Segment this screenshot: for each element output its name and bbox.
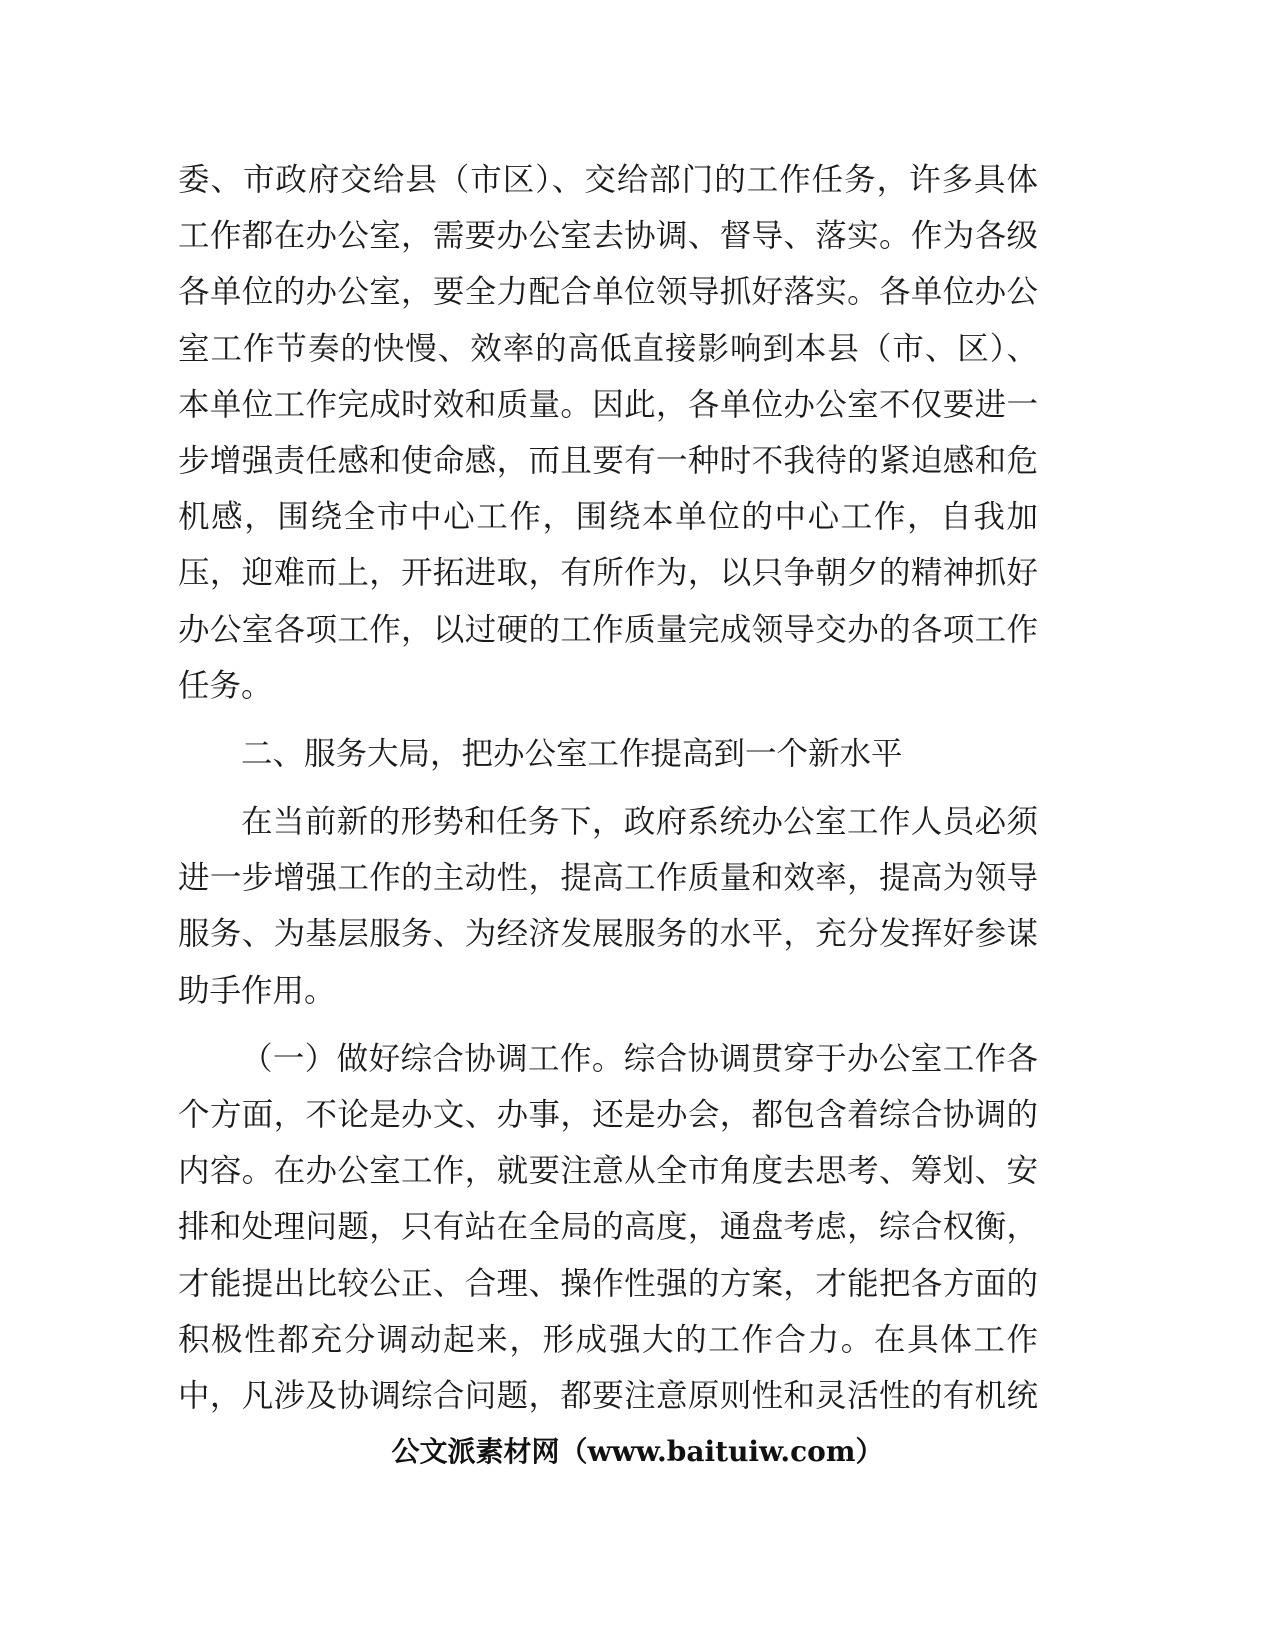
paragraph-1-line-9: 办公室各项工作，以过硬的工作质量完成领导交办的各项工作 — [178, 611, 1038, 648]
paragraph-3-line-1: 在当前新的形势和任务下，政府系统办公室工作人员必须 — [241, 804, 1038, 841]
paragraph-1-line-3: 各单位的办公室，要全力配合单位领导抓好落实。各单位办公 — [178, 274, 1038, 311]
paragraph-3-line-3: 服务、为基层服务、为经济发展服务的水平，充分发挥好参谋 — [178, 916, 1038, 953]
paragraph-1-line-6: 步增强责任感和使命感，而且要有一种时不我待的紧迫感和危 — [178, 442, 1038, 479]
paragraph-gap — [178, 714, 1038, 726]
paragraph-4-line-1: （一）做好综合协调工作。综合协调贯穿于办公室工作各 — [241, 1040, 1038, 1077]
section-heading: 二、服务大局，把办公室工作提高到一个新水平 — [241, 735, 903, 772]
paragraph-1-line-7: 机感，围绕全市中心工作，围绕本单位的中心工作，自我加 — [178, 499, 1038, 536]
paragraph-4-line-4: 排和处理问题，只有站在全局的高度，通盘考虑，综合权衡， — [178, 1209, 1038, 1246]
paragraph-4-line-7: 中，凡涉及协调综合问题，都要注意原则性和灵活性的有机统 — [178, 1377, 1038, 1414]
paragraph-3-line-4: 助手作用。 — [178, 972, 336, 1009]
paragraph-gap — [178, 782, 1038, 794]
paragraph-1-line-2: 工作都在办公室，需要办公室去协调、督导、落实。作为各级 — [178, 218, 1038, 255]
paragraph-1-line-4: 室工作节奏的快慢、效率的高低直接影响到本县（市、区）、 — [178, 330, 1038, 367]
paragraph-gap — [178, 1019, 1038, 1031]
paragraph-4-line-6: 积极性都充分调动起来，形成强大的工作合力。在具体工作 — [178, 1321, 1038, 1358]
paragraph-3-line-2: 进一步增强工作的主动性，提高工作质量和效率，提高为领导 — [178, 860, 1038, 897]
page-footer-watermark: 公文派素材网（www.baituiw.com） — [391, 1435, 884, 1468]
paragraph-4-line-3: 内容。在办公室工作，就要注意从全市角度去思考、筹划、安 — [178, 1153, 1038, 1190]
paragraph-1-line-5: 本单位工作完成时效和质量。因此，各单位办公室不仅要进一 — [178, 386, 1038, 423]
paragraph-1-line-8: 压，迎难而上，开拓进取，有所作为，以只争朝夕的精神抓好 — [178, 555, 1038, 592]
paragraph-4-line-2: 个方面，不论是办文、办事，还是办会，都包含着综合协调的 — [178, 1097, 1038, 1133]
paragraph-1-line-1: 委、市政府交给县（市区）、交给部门的工作任务，许多具体 — [178, 162, 1038, 198]
paragraph-4-line-5: 才能提出比较公正、合理、操作性强的方案，才能把各方面的 — [178, 1265, 1038, 1302]
paragraph-1-line-10: 任务。 — [178, 667, 273, 704]
document-body — [178, 152, 1038, 1424]
